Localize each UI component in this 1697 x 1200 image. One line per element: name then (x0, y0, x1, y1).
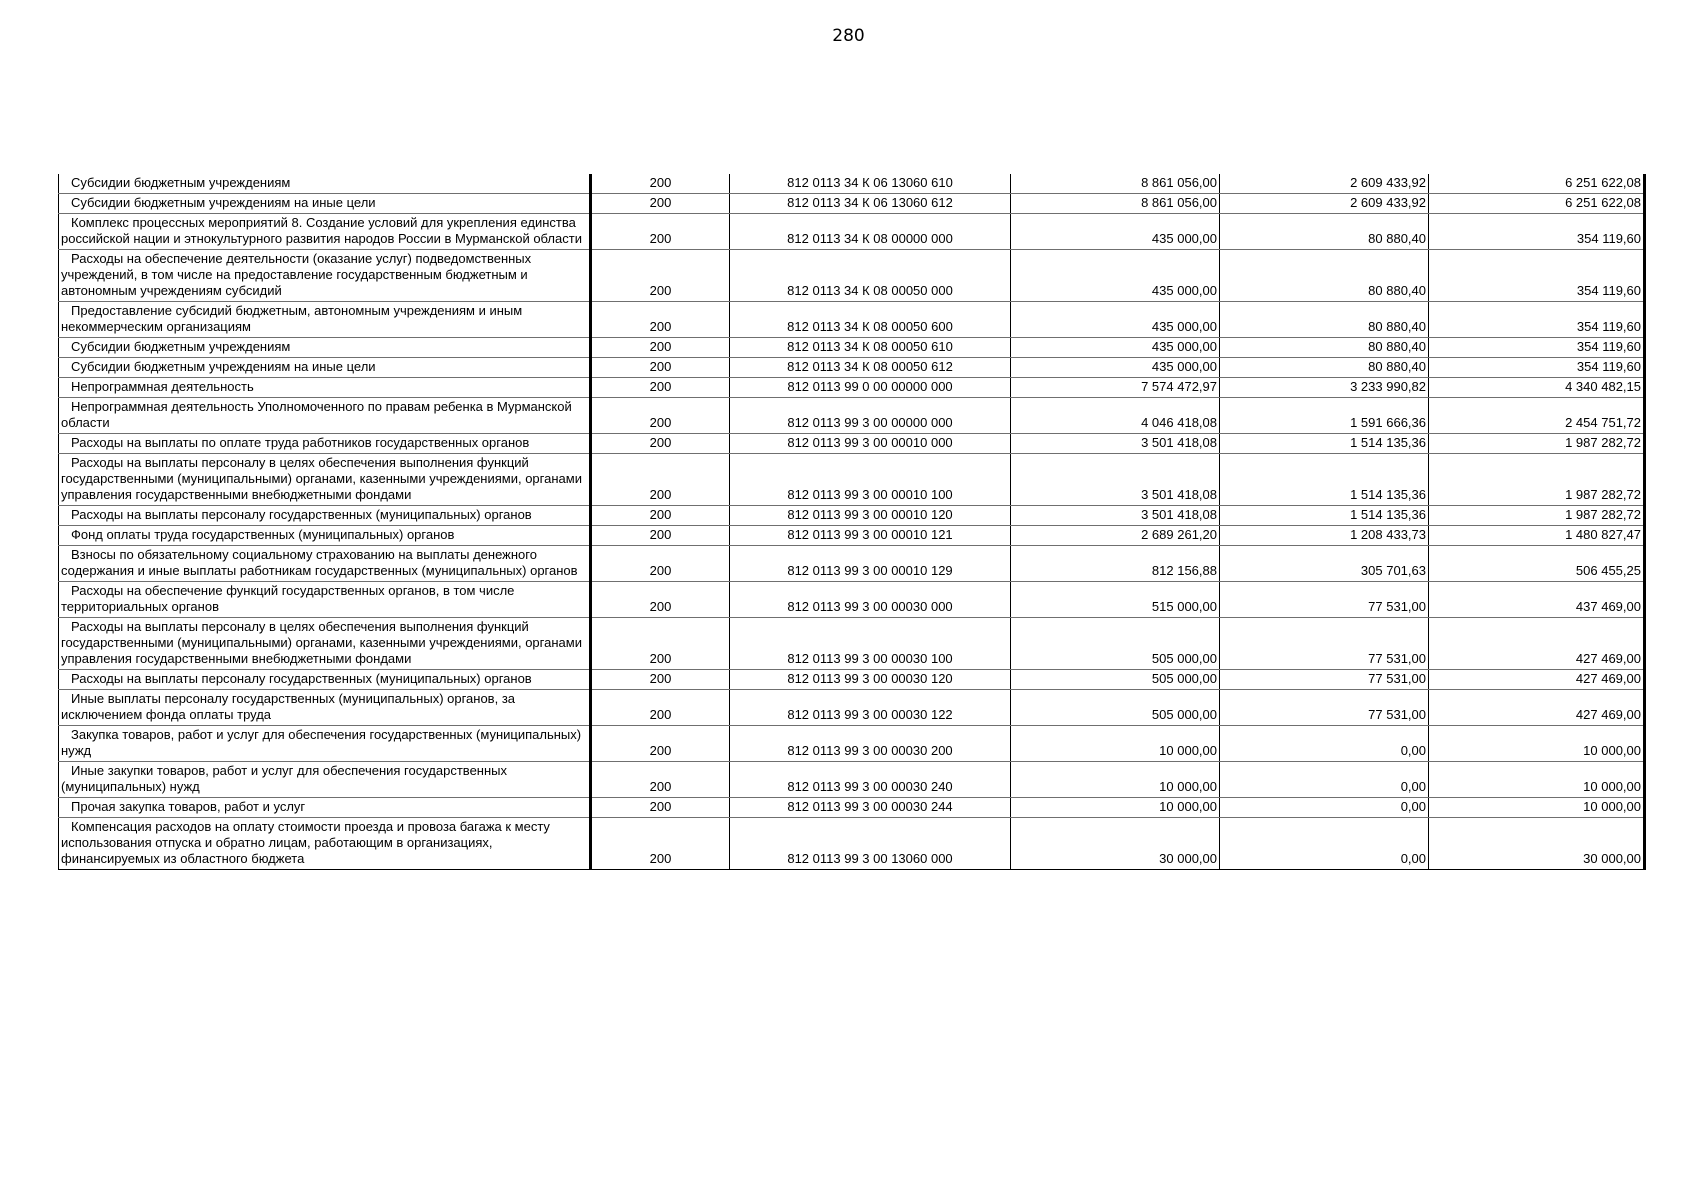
table-row (59, 358, 1645, 378)
table-row (59, 582, 1645, 618)
approved-amount-cell: 10 000,00 (1011, 762, 1220, 798)
executed-amount-cell: 80 880,40 (1220, 250, 1429, 302)
remaining-amount-cell: 1 987 282,72 (1429, 434, 1645, 454)
approved-amount-cell: 30 000,00 (1011, 818, 1220, 870)
table-row (59, 618, 1645, 670)
remaining-amount-cell: 1 480 827,47 (1429, 526, 1645, 546)
row-name-cell (59, 546, 591, 582)
budget-classification-code-cell: 812 0113 99 3 00 00010 121 (730, 526, 1011, 546)
row-name-text: Расходы на выплаты персоналу государственных (муниципальных) органов (71, 671, 532, 686)
approved-amount-cell: 8 861 056,00 (1011, 174, 1220, 194)
row-name-cell (59, 526, 591, 546)
budget-classification-code-cell: 812 0113 99 0 00 00000 000 (730, 378, 1011, 398)
executed-amount-cell: 0,00 (1220, 798, 1429, 818)
row-name-cell (59, 302, 591, 338)
executed-amount-cell: 77 531,00 (1220, 690, 1429, 726)
line-code-cell: 200 (591, 670, 730, 690)
table-row (59, 174, 1645, 194)
remaining-amount-cell: 1 987 282,72 (1429, 506, 1645, 526)
row-name-cell (59, 726, 591, 762)
row-name-cell (59, 358, 591, 378)
approved-amount-cell: 435 000,00 (1011, 358, 1220, 378)
executed-amount-cell: 77 531,00 (1220, 670, 1429, 690)
budget-classification-code-cell: 812 0113 99 3 00 00010 100 (730, 454, 1011, 506)
executed-amount-cell: 2 609 433,92 (1220, 194, 1429, 214)
row-name-cell (59, 174, 591, 194)
row-name-text: Расходы на выплаты по оплате труда работников государственных органов (71, 435, 530, 450)
line-code-cell: 200 (591, 618, 730, 670)
row-name-cell (59, 670, 591, 690)
row-name-cell (59, 618, 591, 670)
row-name-text: Взносы по обязательному социальному страхованию на выплаты денежного содержания и иные выплаты работникам государственных (муниципальных) органов (61, 547, 578, 578)
table-body (59, 174, 1645, 870)
row-name-text: Субсидии бюджетным учреждениям (71, 175, 291, 190)
budget-classification-code-cell: 812 0113 99 3 00 00000 000 (730, 398, 1011, 434)
budget-classification-code-cell: 812 0113 99 3 00 00010 129 (730, 546, 1011, 582)
approved-amount-cell: 7 574 472,97 (1011, 378, 1220, 398)
row-name-cell (59, 378, 591, 398)
row-name-text: Фонд оплаты труда государственных (муниципальных) органов (71, 527, 455, 542)
remaining-amount-cell: 30 000,00 (1429, 818, 1645, 870)
row-name-text: Расходы на выплаты персоналу в целях обеспечения выполнения функций государственными (муниципальными) органами, казенными учреждениями, органами управления государственными внебюджетными фондами (61, 619, 582, 666)
row-name-text: Расходы на выплаты персоналу в целях обеспечения выполнения функций государственными (муниципальными) органами, казенными учреждениями, органами управления государственными внебюджетными фондами (61, 455, 582, 502)
executed-amount-cell: 305 701,63 (1220, 546, 1429, 582)
remaining-amount-cell: 10 000,00 (1429, 762, 1645, 798)
remaining-amount-cell: 427 469,00 (1429, 618, 1645, 670)
approved-amount-cell: 505 000,00 (1011, 670, 1220, 690)
row-name-cell (59, 214, 591, 250)
executed-amount-cell: 80 880,40 (1220, 338, 1429, 358)
approved-amount-cell: 505 000,00 (1011, 690, 1220, 726)
line-code-cell: 200 (591, 726, 730, 762)
table-row (59, 690, 1645, 726)
row-name-text: Иные выплаты персоналу государственных (муниципальных) органов, за исключением фонда оплаты труда (61, 691, 516, 722)
budget-classification-code-cell: 812 0113 99 3 00 00030 120 (730, 670, 1011, 690)
executed-amount-cell: 1 514 135,36 (1220, 454, 1429, 506)
budget-classification-code-cell: 812 0113 34 К 08 00000 000 (730, 214, 1011, 250)
line-code-cell: 200 (591, 506, 730, 526)
budget-classification-code-cell: 812 0113 99 3 00 00030 122 (730, 690, 1011, 726)
approved-amount-cell: 515 000,00 (1011, 582, 1220, 618)
line-code-cell: 200 (591, 582, 730, 618)
line-code-cell: 200 (591, 398, 730, 434)
remaining-amount-cell: 354 119,60 (1429, 358, 1645, 378)
row-name-text: Расходы на выплаты персоналу государственных (муниципальных) органов (71, 507, 532, 522)
table-row (59, 378, 1645, 398)
approved-amount-cell: 2 689 261,20 (1011, 526, 1220, 546)
page-number: 280 (832, 26, 865, 46)
executed-amount-cell: 80 880,40 (1220, 302, 1429, 338)
row-name-text: Иные закупки товаров, работ и услуг для обеспечения государственных (муниципальных) нужд (61, 763, 507, 794)
table-row (59, 818, 1645, 870)
approved-amount-cell: 435 000,00 (1011, 214, 1220, 250)
remaining-amount-cell: 354 119,60 (1429, 302, 1645, 338)
approved-amount-cell: 3 501 418,08 (1011, 506, 1220, 526)
remaining-amount-cell: 10 000,00 (1429, 726, 1645, 762)
approved-amount-cell: 435 000,00 (1011, 250, 1220, 302)
line-code-cell: 200 (591, 546, 730, 582)
approved-amount-cell: 8 861 056,00 (1011, 194, 1220, 214)
row-name-cell (59, 690, 591, 726)
row-name-text: Субсидии бюджетным учреждениям на иные цели (71, 359, 376, 374)
row-name-cell (59, 338, 591, 358)
budget-classification-code-cell: 812 0113 34 К 08 00050 610 (730, 338, 1011, 358)
remaining-amount-cell: 6 251 622,08 (1429, 174, 1645, 194)
executed-amount-cell: 0,00 (1220, 818, 1429, 870)
remaining-amount-cell: 427 469,00 (1429, 690, 1645, 726)
budget-classification-code-cell: 812 0113 34 К 08 00050 000 (730, 250, 1011, 302)
table-row (59, 546, 1645, 582)
executed-amount-cell: 0,00 (1220, 762, 1429, 798)
remaining-amount-cell: 354 119,60 (1429, 214, 1645, 250)
line-code-cell: 200 (591, 526, 730, 546)
approved-amount-cell: 3 501 418,08 (1011, 454, 1220, 506)
remaining-amount-cell: 427 469,00 (1429, 670, 1645, 690)
line-code-cell: 200 (591, 378, 730, 398)
budget-classification-code-cell: 812 0113 34 К 06 13060 610 (730, 174, 1011, 194)
budget-classification-code-cell: 812 0113 34 К 08 00050 600 (730, 302, 1011, 338)
row-name-text: Закупка товаров, работ и услуг для обеспечения государственных (муниципальных) нужд (61, 727, 582, 758)
budget-classification-code-cell: 812 0113 99 3 00 00030 000 (730, 582, 1011, 618)
executed-amount-cell: 80 880,40 (1220, 214, 1429, 250)
executed-amount-cell: 1 514 135,36 (1220, 434, 1429, 454)
table-row (59, 454, 1645, 506)
row-name-cell (59, 818, 591, 870)
approved-amount-cell: 10 000,00 (1011, 726, 1220, 762)
executed-amount-cell: 1 514 135,36 (1220, 506, 1429, 526)
budget-classification-code-cell: 812 0113 99 3 00 00010 000 (730, 434, 1011, 454)
approved-amount-cell: 435 000,00 (1011, 338, 1220, 358)
executed-amount-cell: 3 233 990,82 (1220, 378, 1429, 398)
line-code-cell: 200 (591, 194, 730, 214)
line-code-cell: 200 (591, 174, 730, 194)
line-code-cell: 200 (591, 818, 730, 870)
approved-amount-cell: 4 046 418,08 (1011, 398, 1220, 434)
line-code-cell: 200 (591, 762, 730, 798)
executed-amount-cell: 77 531,00 (1220, 582, 1429, 618)
line-code-cell: 200 (591, 214, 730, 250)
executed-amount-cell: 1 208 433,73 (1220, 526, 1429, 546)
row-name-cell (59, 798, 591, 818)
row-name-text: Предоставление субсидий бюджетным, автономным учреждениям и иным некоммерческим организациям (61, 303, 523, 334)
table-row (59, 250, 1645, 302)
budget-classification-code-cell: 812 0113 34 К 08 00050 612 (730, 358, 1011, 378)
line-code-cell: 200 (591, 358, 730, 378)
table-row (59, 398, 1645, 434)
remaining-amount-cell: 506 455,25 (1429, 546, 1645, 582)
table-row (59, 302, 1645, 338)
budget-classification-code-cell: 812 0113 99 3 00 00010 120 (730, 506, 1011, 526)
approved-amount-cell: 435 000,00 (1011, 302, 1220, 338)
row-name-cell (59, 762, 591, 798)
table-row (59, 726, 1645, 762)
budget-classification-code-cell: 812 0113 99 3 00 00030 200 (730, 726, 1011, 762)
line-code-cell: 200 (591, 454, 730, 506)
table-row (59, 434, 1645, 454)
table-row (59, 194, 1645, 214)
budget-execution-table (58, 174, 1646, 870)
row-name-text: Комплекс процессных мероприятий 8. Создание условий для укрепления единства российской нации и этнокультурного развития народов России в Мурманской области (61, 215, 582, 246)
line-code-cell: 200 (591, 434, 730, 454)
remaining-amount-cell: 4 340 482,15 (1429, 378, 1645, 398)
table-row (59, 506, 1645, 526)
remaining-amount-cell: 6 251 622,08 (1429, 194, 1645, 214)
executed-amount-cell: 0,00 (1220, 726, 1429, 762)
line-code-cell: 200 (591, 798, 730, 818)
line-code-cell: 200 (591, 250, 730, 302)
table-row (59, 526, 1645, 546)
row-name-text: Расходы на обеспечение деятельности (оказание услуг) подведомственных учреждений, в том числе на предоставление государственным бюджетным и автономным учреждениям субсидий (61, 251, 532, 298)
remaining-amount-cell: 437 469,00 (1429, 582, 1645, 618)
approved-amount-cell: 10 000,00 (1011, 798, 1220, 818)
line-code-cell: 200 (591, 338, 730, 358)
row-name-text: Компенсация расходов на оплату стоимости проезда и провоза багажа к месту использования отпуска и обратно лицам, работающим в организациях, финансируемых из областного бюджета (61, 819, 550, 866)
approved-amount-cell: 812 156,88 (1011, 546, 1220, 582)
table-row (59, 762, 1645, 798)
budget-classification-code-cell: 812 0113 34 К 06 13060 612 (730, 194, 1011, 214)
remaining-amount-cell: 10 000,00 (1429, 798, 1645, 818)
line-code-cell: 200 (591, 302, 730, 338)
budget-classification-code-cell: 812 0113 99 3 00 00030 100 (730, 618, 1011, 670)
table-row (59, 798, 1645, 818)
row-name-text: Субсидии бюджетным учреждениям (71, 339, 291, 354)
executed-amount-cell: 77 531,00 (1220, 618, 1429, 670)
row-name-cell (59, 398, 591, 434)
row-name-cell (59, 582, 591, 618)
row-name-cell (59, 434, 591, 454)
row-name-cell (59, 194, 591, 214)
row-name-text: Субсидии бюджетным учреждениям на иные цели (71, 195, 376, 210)
remaining-amount-cell: 354 119,60 (1429, 250, 1645, 302)
table-row (59, 214, 1645, 250)
remaining-amount-cell: 1 987 282,72 (1429, 454, 1645, 506)
budget-classification-code-cell: 812 0113 99 3 00 00030 240 (730, 762, 1011, 798)
budget-classification-code-cell: 812 0113 99 3 00 13060 000 (730, 818, 1011, 870)
approved-amount-cell: 505 000,00 (1011, 618, 1220, 670)
row-name-cell (59, 454, 591, 506)
executed-amount-cell: 1 591 666,36 (1220, 398, 1429, 434)
row-name-cell (59, 506, 591, 526)
executed-amount-cell: 2 609 433,92 (1220, 174, 1429, 194)
row-name-text: Прочая закупка товаров, работ и услуг (71, 799, 306, 814)
remaining-amount-cell: 2 454 751,72 (1429, 398, 1645, 434)
budget-classification-code-cell: 812 0113 99 3 00 00030 244 (730, 798, 1011, 818)
executed-amount-cell: 80 880,40 (1220, 358, 1429, 378)
table-row (59, 670, 1645, 690)
row-name-text: Расходы на обеспечение функций государственных органов, в том числе территориальных органов (61, 583, 515, 614)
row-name-text: Непрограммная деятельность (71, 379, 254, 394)
approved-amount-cell: 3 501 418,08 (1011, 434, 1220, 454)
remaining-amount-cell: 354 119,60 (1429, 338, 1645, 358)
row-name-text: Непрограммная деятельность Уполномоченного по правам ребенка в Мурманской области (61, 399, 572, 430)
row-name-cell (59, 250, 591, 302)
line-code-cell: 200 (591, 690, 730, 726)
table-row (59, 338, 1645, 358)
